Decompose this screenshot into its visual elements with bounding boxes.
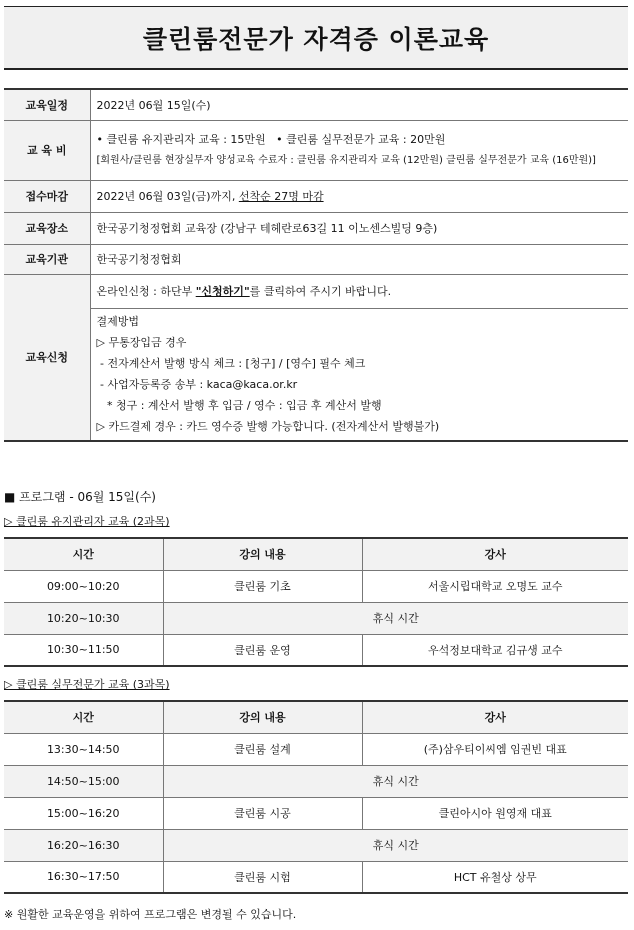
deadline-note: 선착순 27명 마감 [238, 190, 324, 203]
info-row-apply-online [4, 274, 628, 308]
header-lecturer: 강사 [362, 538, 628, 570]
table-row-break [4, 602, 628, 634]
schedule-value: 2022년 06월 15일(수) [90, 89, 628, 120]
fee-label: 교 육 비 [4, 120, 90, 180]
row-time: 13:30~14:50 [4, 733, 163, 765]
row-content: 클린룸 시험 [163, 861, 362, 893]
course2-title: ▷ 클린룸 실무전문가 교육 (3과목) [4, 678, 170, 691]
table-row [4, 570, 628, 602]
schedule-label: 교육일정 [4, 89, 90, 120]
fee-line-2: [회원사/클린룸 현장실무자 양성교육 수료자 : 클린룸 유지관리자 교육 (12만원) 클린룸 실무전문가 교육 (16만원)] [96, 155, 596, 166]
payment-line: * 청구 : 계산서 발행 후 입금 / 영수 : 입금 후 계산서 발행 [96, 399, 382, 413]
table-row [4, 733, 628, 765]
table-row [4, 797, 628, 829]
place-value: 한국공기청정협회 교육장 (강남구 테헤란로63길 11 이노센스빌딩 9층) [90, 212, 628, 244]
info-row-deadline [4, 180, 628, 212]
deadline-label: 접수마감 [4, 180, 90, 212]
course1-title: ▷ 클린룸 유지관리자 교육 (2과목) [4, 515, 170, 528]
course2-table [4, 700, 628, 894]
course1-header-row [4, 538, 628, 570]
row-time: 14:50~15:00 [4, 765, 163, 797]
course1-table [4, 537, 628, 667]
apply-online-pre: 온라인신청 : 하단부 [96, 285, 196, 298]
table-row [4, 634, 628, 666]
header-content: 강의 내용 [163, 538, 362, 570]
footer-note: ※ 원활한 교육운영을 위하여 프로그램은 변경될 수 있습니다. [4, 908, 297, 921]
row-time: 10:20~10:30 [4, 602, 163, 634]
org-value: 한국공기청정협회 [90, 244, 628, 274]
row-content: 클린룸 기초 [163, 570, 362, 602]
deadline-date: 2022년 06월 03일(금)까지, [96, 190, 236, 203]
table-row-break [4, 765, 628, 797]
info-row-payment [4, 308, 628, 441]
place-label: 교육장소 [4, 212, 90, 244]
payment-line: ▷ 카드결제 경우 : 카드 영수증 발행 가능합니다. (전자계산서 발행불가) [96, 420, 440, 434]
payment-line: - 전자계산서 발행 방식 체크 : [청구] / [영수] 필수 체크 [96, 357, 366, 371]
header-time: 시간 [4, 538, 163, 570]
page-title: 클린룸전문가 자격증 이론교육 [142, 24, 490, 54]
info-table [4, 88, 628, 442]
info-row-fee [4, 120, 628, 180]
header-time: 시간 [4, 701, 163, 733]
row-lecturer: 클린아시아 원영재 대표 [362, 797, 628, 829]
info-row-place [4, 212, 628, 244]
title-banner [4, 6, 628, 70]
payment-line: - 사업자등록증 송부 : kaca@kaca.or.kr [96, 378, 298, 392]
apply-link[interactable]: "신청하기" [195, 285, 250, 298]
course2-header-row [4, 701, 628, 733]
row-time: 10:30~11:50 [4, 634, 163, 666]
row-content: 클린룸 운영 [163, 634, 362, 666]
payment-line: 결제방법 [96, 315, 140, 329]
program-title: ■ 프로그램 - 06월 15일(수) [4, 490, 156, 504]
table-row [4, 861, 628, 893]
row-content: 클린룸 시공 [163, 797, 362, 829]
row-time: 16:30~17:50 [4, 861, 163, 893]
fee-value [90, 120, 628, 180]
header-lecturer: 강사 [362, 701, 628, 733]
org-label: 교육기관 [4, 244, 90, 274]
row-lecturer: (주)삼우티이씨엠 임권빈 대표 [362, 733, 628, 765]
row-lecturer: 서울시립대학교 오명도 교수 [362, 570, 628, 602]
header-content: 강의 내용 [163, 701, 362, 733]
row-lecturer: HCT 유철상 상무 [362, 861, 628, 893]
row-break: 휴식 시간 [163, 765, 628, 797]
row-break: 휴식 시간 [163, 602, 628, 634]
info-row-schedule [4, 89, 628, 120]
row-time: 09:00~10:20 [4, 570, 163, 602]
row-time: 16:20~16:30 [4, 829, 163, 861]
info-row-org [4, 244, 628, 274]
row-content: 클린룸 설계 [163, 733, 362, 765]
deadline-value [90, 180, 628, 212]
row-lecturer: 우석정보대학교 김규생 교수 [362, 634, 628, 666]
apply-online [90, 274, 628, 308]
apply-label: 교육신청 [4, 274, 90, 441]
row-time: 15:00~16:20 [4, 797, 163, 829]
fee-line-1: • 클린룸 유지관리자 교육 : 15만원 • 클린룸 실무전문가 교육 : 20만원 [96, 133, 446, 146]
apply-online-post: 를 클릭하여 주시기 바랍니다. [249, 285, 392, 298]
payment-line: ▷ 무통장입금 경우 [96, 336, 187, 350]
table-row-break [4, 829, 628, 861]
row-break: 휴식 시간 [163, 829, 628, 861]
payment-method [90, 308, 628, 441]
